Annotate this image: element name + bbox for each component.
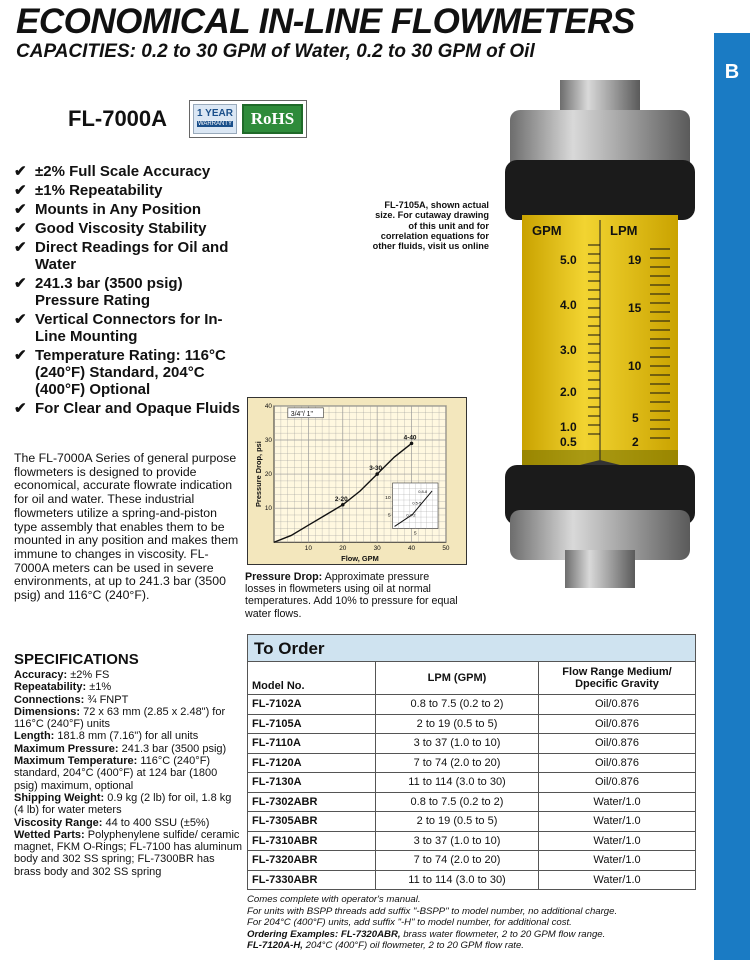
x-tick-label: 30 — [373, 545, 381, 553]
table-cell: Water/1.0 — [539, 851, 696, 871]
y-tick-label: 30 — [264, 436, 273, 444]
spec-item: Viscosity Range: 44 to 400 SSU (±5%) — [14, 816, 210, 829]
page-title: ECONOMICAL IN-LINE FLOWMETERS — [16, 2, 635, 41]
table-cell: Oil/0.876 — [539, 773, 696, 793]
check-icon: ✔ — [14, 347, 27, 364]
column-header: Model No. — [248, 662, 376, 695]
gpm-tick: 5.0 — [560, 253, 577, 267]
certification-badges — [189, 100, 307, 138]
check-icon: ✔ — [14, 220, 27, 237]
lpm-tick: 2 — [632, 435, 639, 449]
flowmeter-photo — [500, 80, 700, 590]
gpm-tick: 1.0 — [560, 420, 577, 434]
data-label: 3-30 — [369, 465, 383, 473]
x-tick-label: 10 — [304, 545, 312, 553]
feature-item: ✔ Vertical Connectors for In-Line Mounting — [14, 311, 223, 345]
table-cell: 11 to 114 (3.0 to 30) — [376, 773, 539, 793]
section-tab — [714, 33, 750, 960]
lpm-tick: 19 — [628, 253, 642, 267]
feature-list — [14, 163, 244, 419]
table-cell: Water/1.0 — [539, 831, 696, 851]
x-tick-label: 20 — [339, 545, 347, 553]
spec-item: Accuracy: ±2% FS — [14, 669, 110, 681]
x-tick-label: 40 — [407, 545, 416, 553]
spec-item: Connections: ¾ FNPT — [14, 693, 129, 706]
table-cell: 2 to 19 (0.5 to 5) — [376, 812, 539, 832]
table-row — [248, 831, 696, 851]
meter-top-collar — [505, 160, 695, 220]
specifications-list — [14, 669, 244, 878]
order-note: FL-7120A-H, 204°C (400°F) oil flowmeter, 2 to 20 GPM flow rate. — [247, 940, 524, 952]
table-row — [248, 753, 696, 773]
gpm-label: GPM — [532, 223, 562, 238]
feature-item: ✔ Good Viscosity Stability — [14, 220, 207, 237]
feature-item: ✔ Mounts in Any Position — [14, 201, 202, 218]
table-cell: FL-7305ABR — [248, 812, 376, 832]
table-cell: FL-7310ABR — [248, 831, 376, 851]
order-notes — [247, 894, 707, 952]
order-table-section — [247, 634, 696, 890]
table-cell: 0.8 to 7.5 (0.2 to 2) — [376, 695, 539, 715]
feature-item: ✔ Temperature Rating: 116°C (240°F) Standard, 204°C (400°F) Optional — [14, 347, 226, 398]
pressure-drop-chart — [247, 397, 467, 565]
table-cell: 7 to 74 (2.0 to 20) — [376, 753, 539, 773]
lpm-tick: 5 — [632, 411, 639, 425]
gpm-tick: 2.0 — [560, 385, 577, 399]
legend-label: 3/4"/ 1" — [290, 410, 313, 418]
data-label: 4-40 — [403, 434, 417, 442]
lpm-tick: 10 — [628, 359, 642, 373]
order-table — [247, 661, 696, 890]
spec-item: Repeatability: ±1% — [14, 681, 112, 694]
inset-label: 0.8-8 — [418, 488, 428, 494]
feature-item: ✔ ±2% Full Scale Accuracy — [14, 163, 211, 180]
x-axis-label: Flow, GPM — [341, 554, 379, 564]
spec-item: Dimensions: 72 x 63 mm (2.85 x 2.48") for 116°C (240°F) units — [14, 705, 226, 731]
table-cell: 11 to 114 (3.0 to 30) — [376, 870, 539, 890]
feature-item: ✔ For Clear and Opaque Fluids — [14, 400, 241, 417]
table-row — [248, 792, 696, 812]
table-cell: FL-7320ABR — [248, 851, 376, 871]
table-row — [248, 714, 696, 734]
gpm-tick: 4.0 — [560, 298, 577, 312]
photo-caption: FL-7105A, shown actual size. For cutaway drawing of this unit and for correlation equations for other fluids, visit us online — [372, 200, 489, 252]
section-tab-letter: B — [724, 61, 740, 83]
inset-label: 0.2-2 — [406, 512, 416, 518]
order-note: Comes complete with operator's manual. — [247, 894, 421, 905]
data-point — [375, 472, 379, 476]
order-note: For 204°C (400°F) units, add suffix "-H" to model number, for additional cost. — [247, 917, 572, 929]
inset-label: 0.5-5 — [412, 500, 422, 506]
inset-x-tick: 5 — [413, 531, 417, 537]
chart-caption: Pressure Drop: Approximate pressure losses in flowmeters using oil at normal temperatures. Add 10% to pressure for equal water flows. — [245, 571, 458, 620]
order-table-title: To Order — [247, 634, 696, 661]
order-note: Ordering Examples: FL-7320ABR, brass water flowmeter, 2 to 20 GPM flow range. — [247, 928, 606, 940]
table-row — [248, 773, 696, 793]
table-cell: 3 to 37 (1.0 to 10) — [376, 831, 539, 851]
spec-item: Maximum Pressure: 241.3 bar (3500 psig) — [14, 742, 227, 755]
table-cell: Oil/0.876 — [539, 734, 696, 754]
lpm-label: LPM — [610, 223, 638, 238]
order-note: For units with BSPP threads add suffix "-BSPP" to model number, no additional charge. — [247, 905, 618, 917]
table-row — [248, 695, 696, 715]
check-icon: ✔ — [14, 182, 27, 199]
gpm-tick: 3.0 — [560, 343, 577, 357]
table-cell: FL-7105A — [248, 714, 376, 734]
y-tick-label: 20 — [264, 471, 273, 479]
column-header: LPM (GPM) — [376, 662, 539, 695]
data-point — [341, 503, 345, 507]
data-point — [410, 442, 414, 446]
inset-y-tick: 5 — [387, 513, 391, 519]
lpm-tick: 15 — [628, 301, 642, 315]
page-subtitle: CAPACITIES: 0.2 to 30 GPM of Water, 0.2 to 30 GPM of Oil — [16, 41, 535, 62]
table-cell: FL-7110A — [248, 734, 376, 754]
warranty-badge — [193, 104, 237, 134]
order-table-header — [248, 662, 696, 695]
product-description: The FL-7000A Series of general purpose flowmeters is designed to provide economical, accurate flowrate indication for oil and water. These industrial flowmeters utilize a spring-and-piston type assembly that enables them to be mounted in any position and makes them immune to changes in viscosity. FL-7000A meters can be used in severe environments, at up to 241.3 bar (3500 psig) and 116°C (240°F). — [14, 451, 239, 603]
inset-y-tick: 10 — [385, 495, 391, 501]
feature-item: ✔ 241.3 bar (3500 psig) Pressure Rating — [14, 275, 183, 309]
spec-item: Length: 181.8 mm (7.16") for all units — [14, 730, 199, 743]
table-cell: FL-7330ABR — [248, 870, 376, 890]
table-row — [248, 870, 696, 890]
table-cell: FL-7120A — [248, 753, 376, 773]
feature-item: ✔ Direct Readings for Oil and Water — [14, 239, 229, 273]
table-cell: Water/1.0 — [539, 870, 696, 890]
table-cell: Oil/0.876 — [539, 695, 696, 715]
spec-item: Shipping Weight: 0.9 kg (2 lb) for oil, 1.8 kg (4 lb) for water meters — [14, 791, 232, 817]
check-icon: ✔ — [14, 201, 27, 218]
data-label: 2-20 — [334, 495, 348, 503]
table-cell: 0.8 to 7.5 (0.2 to 2) — [376, 792, 539, 812]
specifications-title: SPECIFICATIONS — [14, 651, 139, 668]
feature-item: ✔ ±1% Repeatability — [14, 182, 163, 199]
y-tick-label: 40 — [264, 402, 273, 410]
check-icon: ✔ — [14, 239, 27, 256]
gpm-tick: 0.5 — [560, 435, 577, 449]
warranty-year: 1 YEAR — [197, 108, 233, 119]
table-cell: Oil/0.876 — [539, 714, 696, 734]
table-row — [248, 851, 696, 871]
check-icon: ✔ — [14, 400, 27, 417]
y-tick-label: 10 — [264, 505, 273, 513]
table-cell: Oil/0.876 — [539, 753, 696, 773]
column-header: Flow Range Medium/ Dpecific Gravity — [539, 662, 696, 695]
check-icon: ✔ — [14, 275, 27, 292]
table-cell: FL-7130A — [248, 773, 376, 793]
table-cell: 2 to 19 (0.5 to 5) — [376, 714, 539, 734]
model-name: FL-7000A — [68, 106, 168, 131]
table-cell: 3 to 37 (1.0 to 10) — [376, 734, 539, 754]
table-row — [248, 734, 696, 754]
table-cell: FL-7302ABR — [248, 792, 376, 812]
table-cell: FL-7102A — [248, 695, 376, 715]
table-row — [248, 812, 696, 832]
x-tick-label: 50 — [442, 545, 450, 553]
warranty-label: WARRANTY — [197, 121, 233, 127]
table-cell: 7 to 74 (2.0 to 20) — [376, 851, 539, 871]
check-icon: ✔ — [14, 311, 27, 328]
y-axis-label: Pressure Drop, psi — [254, 441, 264, 508]
rohs-badge: RoHS — [242, 104, 303, 134]
meter-bottom-fitting — [565, 550, 635, 588]
table-cell: Water/1.0 — [539, 812, 696, 832]
table-cell: Water/1.0 — [539, 792, 696, 812]
check-icon: ✔ — [14, 163, 27, 180]
spec-item: Wetted Parts: Polyphenylene sulfide/ ceramic magnet, FKM O-Rings; FL-7100 has aluminum body and 302 SS spring; FL-7300BR has brass body and 302 SS spring — [14, 828, 243, 878]
spec-item: Maximum Temperature: 116°C (240°F) standard, 204°C (400°F) at 124 bar (1800 psig) maximum, optional — [14, 755, 218, 792]
